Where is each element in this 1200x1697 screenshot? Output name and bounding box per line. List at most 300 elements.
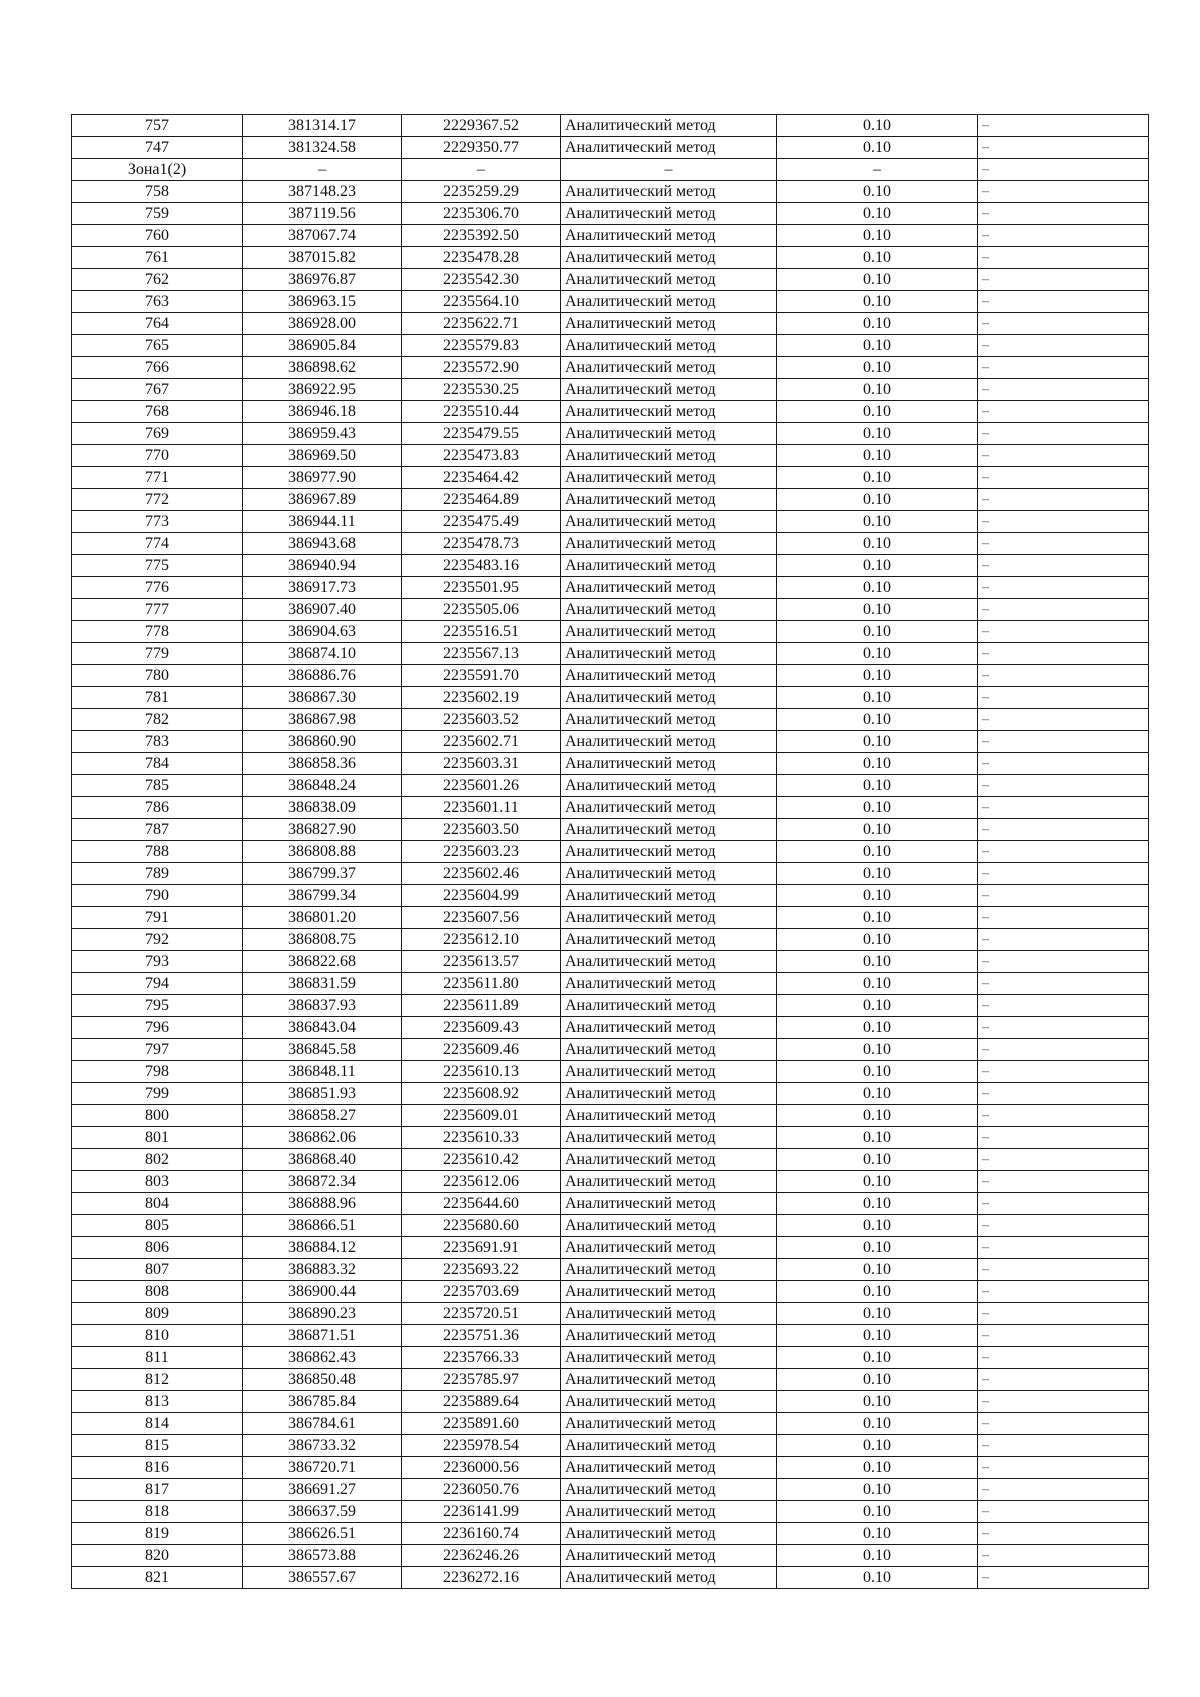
- table-row: [72, 995, 1149, 1017]
- point-number-cell: 768: [72, 401, 243, 423]
- table-row: [72, 269, 1149, 291]
- method-cell: Аналитический метод: [561, 775, 777, 797]
- accuracy-cell: 0.10: [777, 1567, 978, 1589]
- x-coordinate-cell: 386928.00: [243, 313, 402, 335]
- note-cell: –: [978, 929, 1149, 951]
- y-coordinate-cell: 2235564.10: [402, 291, 561, 313]
- table-row: [72, 1259, 1149, 1281]
- method-cell: Аналитический метод: [561, 1039, 777, 1061]
- table-row: [72, 115, 1149, 137]
- note-cell: –: [978, 137, 1149, 159]
- accuracy-cell: 0.10: [777, 489, 978, 511]
- accuracy-cell: 0.10: [777, 445, 978, 467]
- point-number-cell: 806: [72, 1237, 243, 1259]
- point-number-cell: 758: [72, 181, 243, 203]
- point-number-cell: 803: [72, 1171, 243, 1193]
- accuracy-cell: 0.10: [777, 995, 978, 1017]
- point-number-cell: 809: [72, 1303, 243, 1325]
- method-cell: Аналитический метод: [561, 1105, 777, 1127]
- method-cell: Аналитический метод: [561, 1061, 777, 1083]
- point-number-cell: 797: [72, 1039, 243, 1061]
- point-number-cell: Зона1(2): [72, 159, 243, 181]
- note-cell: –: [978, 1567, 1149, 1589]
- method-cell: Аналитический метод: [561, 1127, 777, 1149]
- point-number-cell: 780: [72, 665, 243, 687]
- accuracy-cell: 0.10: [777, 1457, 978, 1479]
- point-number-cell: 817: [72, 1479, 243, 1501]
- method-cell: Аналитический метод: [561, 577, 777, 599]
- note-cell: –: [978, 863, 1149, 885]
- table-row: [72, 863, 1149, 885]
- note-cell: –: [978, 1369, 1149, 1391]
- method-cell: Аналитический метод: [561, 203, 777, 225]
- point-number-cell: 770: [72, 445, 243, 467]
- point-number-cell: 747: [72, 137, 243, 159]
- accuracy-cell: 0.10: [777, 225, 978, 247]
- x-coordinate-cell: 386867.98: [243, 709, 402, 731]
- y-coordinate-cell: 2235603.50: [402, 819, 561, 841]
- table-row: [72, 687, 1149, 709]
- method-cell: Аналитический метод: [561, 1193, 777, 1215]
- method-cell: Аналитический метод: [561, 1435, 777, 1457]
- accuracy-cell: –: [777, 159, 978, 181]
- method-cell: Аналитический метод: [561, 885, 777, 907]
- y-coordinate-cell: 2236000.56: [402, 1457, 561, 1479]
- accuracy-cell: 0.10: [777, 687, 978, 709]
- method-cell: Аналитический метод: [561, 687, 777, 709]
- accuracy-cell: 0.10: [777, 1479, 978, 1501]
- method-cell: Аналитический метод: [561, 1479, 777, 1501]
- method-cell: Аналитический метод: [561, 1281, 777, 1303]
- y-coordinate-cell: 2235501.95: [402, 577, 561, 599]
- y-coordinate-cell: 2235601.26: [402, 775, 561, 797]
- accuracy-cell: 0.10: [777, 1149, 978, 1171]
- point-number-cell: 782: [72, 709, 243, 731]
- x-coordinate-cell: 386822.68: [243, 951, 402, 973]
- y-coordinate-cell: 2235785.97: [402, 1369, 561, 1391]
- table-row: [72, 1193, 1149, 1215]
- note-cell: –: [978, 1215, 1149, 1237]
- accuracy-cell: 0.10: [777, 621, 978, 643]
- point-number-cell: 800: [72, 1105, 243, 1127]
- note-cell: –: [978, 1149, 1149, 1171]
- method-cell: Аналитический метод: [561, 1149, 777, 1171]
- table-row: [72, 731, 1149, 753]
- x-coordinate-cell: 386785.84: [243, 1391, 402, 1413]
- point-number-cell: 759: [72, 203, 243, 225]
- table-row: [72, 1149, 1149, 1171]
- table-row: [72, 951, 1149, 973]
- table-row: [72, 225, 1149, 247]
- accuracy-cell: 0.10: [777, 203, 978, 225]
- y-coordinate-cell: 2235572.90: [402, 357, 561, 379]
- table-row: [72, 797, 1149, 819]
- method-cell: Аналитический метод: [561, 1413, 777, 1435]
- accuracy-cell: 0.10: [777, 1281, 978, 1303]
- note-cell: –: [978, 1523, 1149, 1545]
- method-cell: Аналитический метод: [561, 643, 777, 665]
- note-cell: –: [978, 973, 1149, 995]
- y-coordinate-cell: 2235703.69: [402, 1281, 561, 1303]
- accuracy-cell: 0.10: [777, 863, 978, 885]
- table-row: [72, 401, 1149, 423]
- y-coordinate-cell: 2235602.19: [402, 687, 561, 709]
- x-coordinate-cell: 386967.89: [243, 489, 402, 511]
- y-coordinate-cell: 2235603.52: [402, 709, 561, 731]
- x-coordinate-cell: 386837.93: [243, 995, 402, 1017]
- note-cell: –: [978, 599, 1149, 621]
- note-cell: –: [978, 1083, 1149, 1105]
- method-cell: Аналитический метод: [561, 423, 777, 445]
- note-cell: –: [978, 1193, 1149, 1215]
- note-cell: –: [978, 951, 1149, 973]
- y-coordinate-cell: –: [402, 159, 561, 181]
- accuracy-cell: 0.10: [777, 357, 978, 379]
- method-cell: Аналитический метод: [561, 973, 777, 995]
- method-cell: Аналитический метод: [561, 1237, 777, 1259]
- accuracy-cell: 0.10: [777, 555, 978, 577]
- accuracy-cell: 0.10: [777, 1017, 978, 1039]
- table-row: [72, 1501, 1149, 1523]
- x-coordinate-cell: 386831.59: [243, 973, 402, 995]
- method-cell: Аналитический метод: [561, 665, 777, 687]
- point-number-cell: 791: [72, 907, 243, 929]
- x-coordinate-cell: 386626.51: [243, 1523, 402, 1545]
- table-row: [72, 1017, 1149, 1039]
- x-coordinate-cell: 386843.04: [243, 1017, 402, 1039]
- point-number-cell: 775: [72, 555, 243, 577]
- accuracy-cell: 0.10: [777, 1105, 978, 1127]
- x-coordinate-cell: 386940.94: [243, 555, 402, 577]
- table-row: [72, 1391, 1149, 1413]
- method-cell: Аналитический метод: [561, 863, 777, 885]
- x-coordinate-cell: 386784.61: [243, 1413, 402, 1435]
- x-coordinate-cell: 386946.18: [243, 401, 402, 423]
- table-row: [72, 1479, 1149, 1501]
- note-cell: –: [978, 1127, 1149, 1149]
- accuracy-cell: 0.10: [777, 401, 978, 423]
- accuracy-cell: 0.10: [777, 929, 978, 951]
- method-cell: Аналитический метод: [561, 291, 777, 313]
- note-cell: –: [978, 115, 1149, 137]
- method-cell: Аналитический метод: [561, 797, 777, 819]
- x-coordinate-cell: 386862.43: [243, 1347, 402, 1369]
- method-cell: Аналитический метод: [561, 599, 777, 621]
- method-cell: Аналитический метод: [561, 907, 777, 929]
- note-cell: –: [978, 577, 1149, 599]
- point-number-cell: 769: [72, 423, 243, 445]
- y-coordinate-cell: 2235542.30: [402, 269, 561, 291]
- y-coordinate-cell: 2235591.70: [402, 665, 561, 687]
- point-number-cell: 785: [72, 775, 243, 797]
- y-coordinate-cell: 2235579.83: [402, 335, 561, 357]
- coordinates-table: [71, 114, 1149, 1589]
- point-number-cell: 794: [72, 973, 243, 995]
- point-number-cell: 764: [72, 313, 243, 335]
- table-row: [72, 1347, 1149, 1369]
- table-row: [72, 533, 1149, 555]
- accuracy-cell: 0.10: [777, 269, 978, 291]
- x-coordinate-cell: 386917.73: [243, 577, 402, 599]
- accuracy-cell: 0.10: [777, 1369, 978, 1391]
- y-coordinate-cell: 2236050.76: [402, 1479, 561, 1501]
- y-coordinate-cell: 2235464.89: [402, 489, 561, 511]
- y-coordinate-cell: 2235613.57: [402, 951, 561, 973]
- accuracy-cell: 0.10: [777, 181, 978, 203]
- table-row: [72, 1127, 1149, 1149]
- y-coordinate-cell: 2235607.56: [402, 907, 561, 929]
- note-cell: –: [978, 1545, 1149, 1567]
- table-row: [72, 599, 1149, 621]
- note-cell: –: [978, 775, 1149, 797]
- note-cell: –: [978, 423, 1149, 445]
- y-coordinate-cell: 2235891.60: [402, 1413, 561, 1435]
- x-coordinate-cell: 386848.11: [243, 1061, 402, 1083]
- method-cell: Аналитический метод: [561, 731, 777, 753]
- method-cell: Аналитический метод: [561, 1567, 777, 1589]
- note-cell: –: [978, 709, 1149, 731]
- x-coordinate-cell: 386907.40: [243, 599, 402, 621]
- x-coordinate-cell: 387148.23: [243, 181, 402, 203]
- note-cell: –: [978, 1391, 1149, 1413]
- y-coordinate-cell: 2235306.70: [402, 203, 561, 225]
- table-row: [72, 511, 1149, 533]
- point-number-cell: 762: [72, 269, 243, 291]
- table-row: [72, 1061, 1149, 1083]
- x-coordinate-cell: 386573.88: [243, 1545, 402, 1567]
- note-cell: –: [978, 1347, 1149, 1369]
- note-cell: –: [978, 1281, 1149, 1303]
- point-number-cell: 798: [72, 1061, 243, 1083]
- note-cell: –: [978, 401, 1149, 423]
- note-cell: –: [978, 1501, 1149, 1523]
- note-cell: –: [978, 1017, 1149, 1039]
- x-coordinate-cell: 386943.68: [243, 533, 402, 555]
- accuracy-cell: 0.10: [777, 1347, 978, 1369]
- method-cell: Аналитический метод: [561, 181, 777, 203]
- x-coordinate-cell: 386799.34: [243, 885, 402, 907]
- table-row: [72, 929, 1149, 951]
- note-cell: –: [978, 159, 1149, 181]
- y-coordinate-cell: 2235622.71: [402, 313, 561, 335]
- table-row: [72, 137, 1149, 159]
- method-cell: Аналитический метод: [561, 1083, 777, 1105]
- x-coordinate-cell: 386808.88: [243, 841, 402, 863]
- table-row: [72, 1281, 1149, 1303]
- table-row: [72, 555, 1149, 577]
- table-row: [72, 423, 1149, 445]
- point-number-cell: 812: [72, 1369, 243, 1391]
- accuracy-cell: 0.10: [777, 753, 978, 775]
- point-number-cell: 814: [72, 1413, 243, 1435]
- note-cell: –: [978, 731, 1149, 753]
- point-number-cell: 773: [72, 511, 243, 533]
- x-coordinate-cell: 386871.51: [243, 1325, 402, 1347]
- note-cell: –: [978, 489, 1149, 511]
- point-number-cell: 805: [72, 1215, 243, 1237]
- table-row: [72, 907, 1149, 929]
- method-cell: Аналитический метод: [561, 995, 777, 1017]
- method-cell: Аналитический метод: [561, 1215, 777, 1237]
- point-number-cell: 821: [72, 1567, 243, 1589]
- note-cell: –: [978, 225, 1149, 247]
- accuracy-cell: 0.10: [777, 885, 978, 907]
- note-cell: –: [978, 841, 1149, 863]
- table-row: [72, 489, 1149, 511]
- table-row: [72, 291, 1149, 313]
- x-coordinate-cell: 386900.44: [243, 1281, 402, 1303]
- point-number-cell: 757: [72, 115, 243, 137]
- table-row: [72, 1215, 1149, 1237]
- note-cell: –: [978, 1061, 1149, 1083]
- point-number-cell: 777: [72, 599, 243, 621]
- note-cell: –: [978, 313, 1149, 335]
- note-cell: –: [978, 181, 1149, 203]
- x-coordinate-cell: 387067.74: [243, 225, 402, 247]
- accuracy-cell: 0.10: [777, 115, 978, 137]
- accuracy-cell: 0.10: [777, 1303, 978, 1325]
- y-coordinate-cell: 2236246.26: [402, 1545, 561, 1567]
- note-cell: –: [978, 907, 1149, 929]
- accuracy-cell: 0.10: [777, 797, 978, 819]
- table-row: [72, 1105, 1149, 1127]
- y-coordinate-cell: 2235602.46: [402, 863, 561, 885]
- method-cell: Аналитический метод: [561, 1259, 777, 1281]
- point-number-cell: 813: [72, 1391, 243, 1413]
- x-coordinate-cell: 386801.20: [243, 907, 402, 929]
- point-number-cell: 767: [72, 379, 243, 401]
- note-cell: –: [978, 885, 1149, 907]
- table-row: [72, 247, 1149, 269]
- table-row: [72, 1083, 1149, 1105]
- note-cell: –: [978, 247, 1149, 269]
- x-coordinate-cell: 386944.11: [243, 511, 402, 533]
- x-coordinate-cell: 381324.58: [243, 137, 402, 159]
- point-number-cell: 804: [72, 1193, 243, 1215]
- note-cell: –: [978, 995, 1149, 1017]
- accuracy-cell: 0.10: [777, 511, 978, 533]
- x-coordinate-cell: 386888.96: [243, 1193, 402, 1215]
- note-cell: –: [978, 1105, 1149, 1127]
- note-cell: –: [978, 1259, 1149, 1281]
- method-cell: Аналитический метод: [561, 1391, 777, 1413]
- y-coordinate-cell: 2235473.83: [402, 445, 561, 467]
- point-number-cell: 799: [72, 1083, 243, 1105]
- y-coordinate-cell: 2235464.42: [402, 467, 561, 489]
- table-row: [72, 203, 1149, 225]
- accuracy-cell: 0.10: [777, 731, 978, 753]
- method-cell: Аналитический метод: [561, 1303, 777, 1325]
- x-coordinate-cell: 386905.84: [243, 335, 402, 357]
- note-cell: –: [978, 1303, 1149, 1325]
- point-number-cell: 766: [72, 357, 243, 379]
- note-cell: –: [978, 1457, 1149, 1479]
- accuracy-cell: 0.10: [777, 709, 978, 731]
- method-cell: Аналитический метод: [561, 1523, 777, 1545]
- x-coordinate-cell: –: [243, 159, 402, 181]
- note-cell: –: [978, 643, 1149, 665]
- accuracy-cell: 0.10: [777, 1215, 978, 1237]
- note-cell: –: [978, 1039, 1149, 1061]
- table-row: [72, 1545, 1149, 1567]
- note-cell: –: [978, 1479, 1149, 1501]
- accuracy-cell: 0.10: [777, 1259, 978, 1281]
- y-coordinate-cell: 2235644.60: [402, 1193, 561, 1215]
- y-coordinate-cell: 2235609.43: [402, 1017, 561, 1039]
- x-coordinate-cell: 386733.32: [243, 1435, 402, 1457]
- point-number-cell: 818: [72, 1501, 243, 1523]
- table-row: [72, 357, 1149, 379]
- table-row: [72, 885, 1149, 907]
- accuracy-cell: 0.10: [777, 973, 978, 995]
- y-coordinate-cell: 2235611.89: [402, 995, 561, 1017]
- x-coordinate-cell: 387119.56: [243, 203, 402, 225]
- y-coordinate-cell: 2235609.46: [402, 1039, 561, 1061]
- table-row: [72, 1325, 1149, 1347]
- point-number-cell: 789: [72, 863, 243, 885]
- accuracy-cell: 0.10: [777, 907, 978, 929]
- method-cell: Аналитический метод: [561, 1017, 777, 1039]
- note-cell: –: [978, 1171, 1149, 1193]
- y-coordinate-cell: 2235612.06: [402, 1171, 561, 1193]
- method-cell: Аналитический метод: [561, 379, 777, 401]
- accuracy-cell: 0.10: [777, 533, 978, 555]
- x-coordinate-cell: 386884.12: [243, 1237, 402, 1259]
- x-coordinate-cell: 386827.90: [243, 819, 402, 841]
- note-cell: –: [978, 555, 1149, 577]
- y-coordinate-cell: 2235889.64: [402, 1391, 561, 1413]
- x-coordinate-cell: 386851.93: [243, 1083, 402, 1105]
- x-coordinate-cell: 386838.09: [243, 797, 402, 819]
- y-coordinate-cell: 2236160.74: [402, 1523, 561, 1545]
- table-row: [72, 841, 1149, 863]
- point-number-cell: 779: [72, 643, 243, 665]
- note-cell: –: [978, 687, 1149, 709]
- x-coordinate-cell: 386872.34: [243, 1171, 402, 1193]
- accuracy-cell: 0.10: [777, 467, 978, 489]
- accuracy-cell: 0.10: [777, 313, 978, 335]
- method-cell: Аналитический метод: [561, 247, 777, 269]
- accuracy-cell: 0.10: [777, 379, 978, 401]
- accuracy-cell: 0.10: [777, 137, 978, 159]
- x-coordinate-cell: 387015.82: [243, 247, 402, 269]
- accuracy-cell: 0.10: [777, 1061, 978, 1083]
- note-cell: –: [978, 533, 1149, 555]
- x-coordinate-cell: 386868.40: [243, 1149, 402, 1171]
- point-number-cell: 787: [72, 819, 243, 841]
- x-coordinate-cell: 386898.62: [243, 357, 402, 379]
- point-number-cell: 772: [72, 489, 243, 511]
- point-number-cell: 774: [72, 533, 243, 555]
- y-coordinate-cell: 2235766.33: [402, 1347, 561, 1369]
- note-cell: –: [978, 379, 1149, 401]
- table-row: [72, 313, 1149, 335]
- accuracy-cell: 0.10: [777, 841, 978, 863]
- note-cell: –: [978, 335, 1149, 357]
- table-row: [72, 1457, 1149, 1479]
- point-number-cell: 784: [72, 753, 243, 775]
- point-number-cell: 801: [72, 1127, 243, 1149]
- method-cell: Аналитический метод: [561, 1347, 777, 1369]
- y-coordinate-cell: 2235751.36: [402, 1325, 561, 1347]
- table-row: [72, 819, 1149, 841]
- x-coordinate-cell: 386922.95: [243, 379, 402, 401]
- point-number-cell: 783: [72, 731, 243, 753]
- point-number-cell: 795: [72, 995, 243, 1017]
- note-cell: –: [978, 357, 1149, 379]
- x-coordinate-cell: 386858.27: [243, 1105, 402, 1127]
- table-row: [72, 1039, 1149, 1061]
